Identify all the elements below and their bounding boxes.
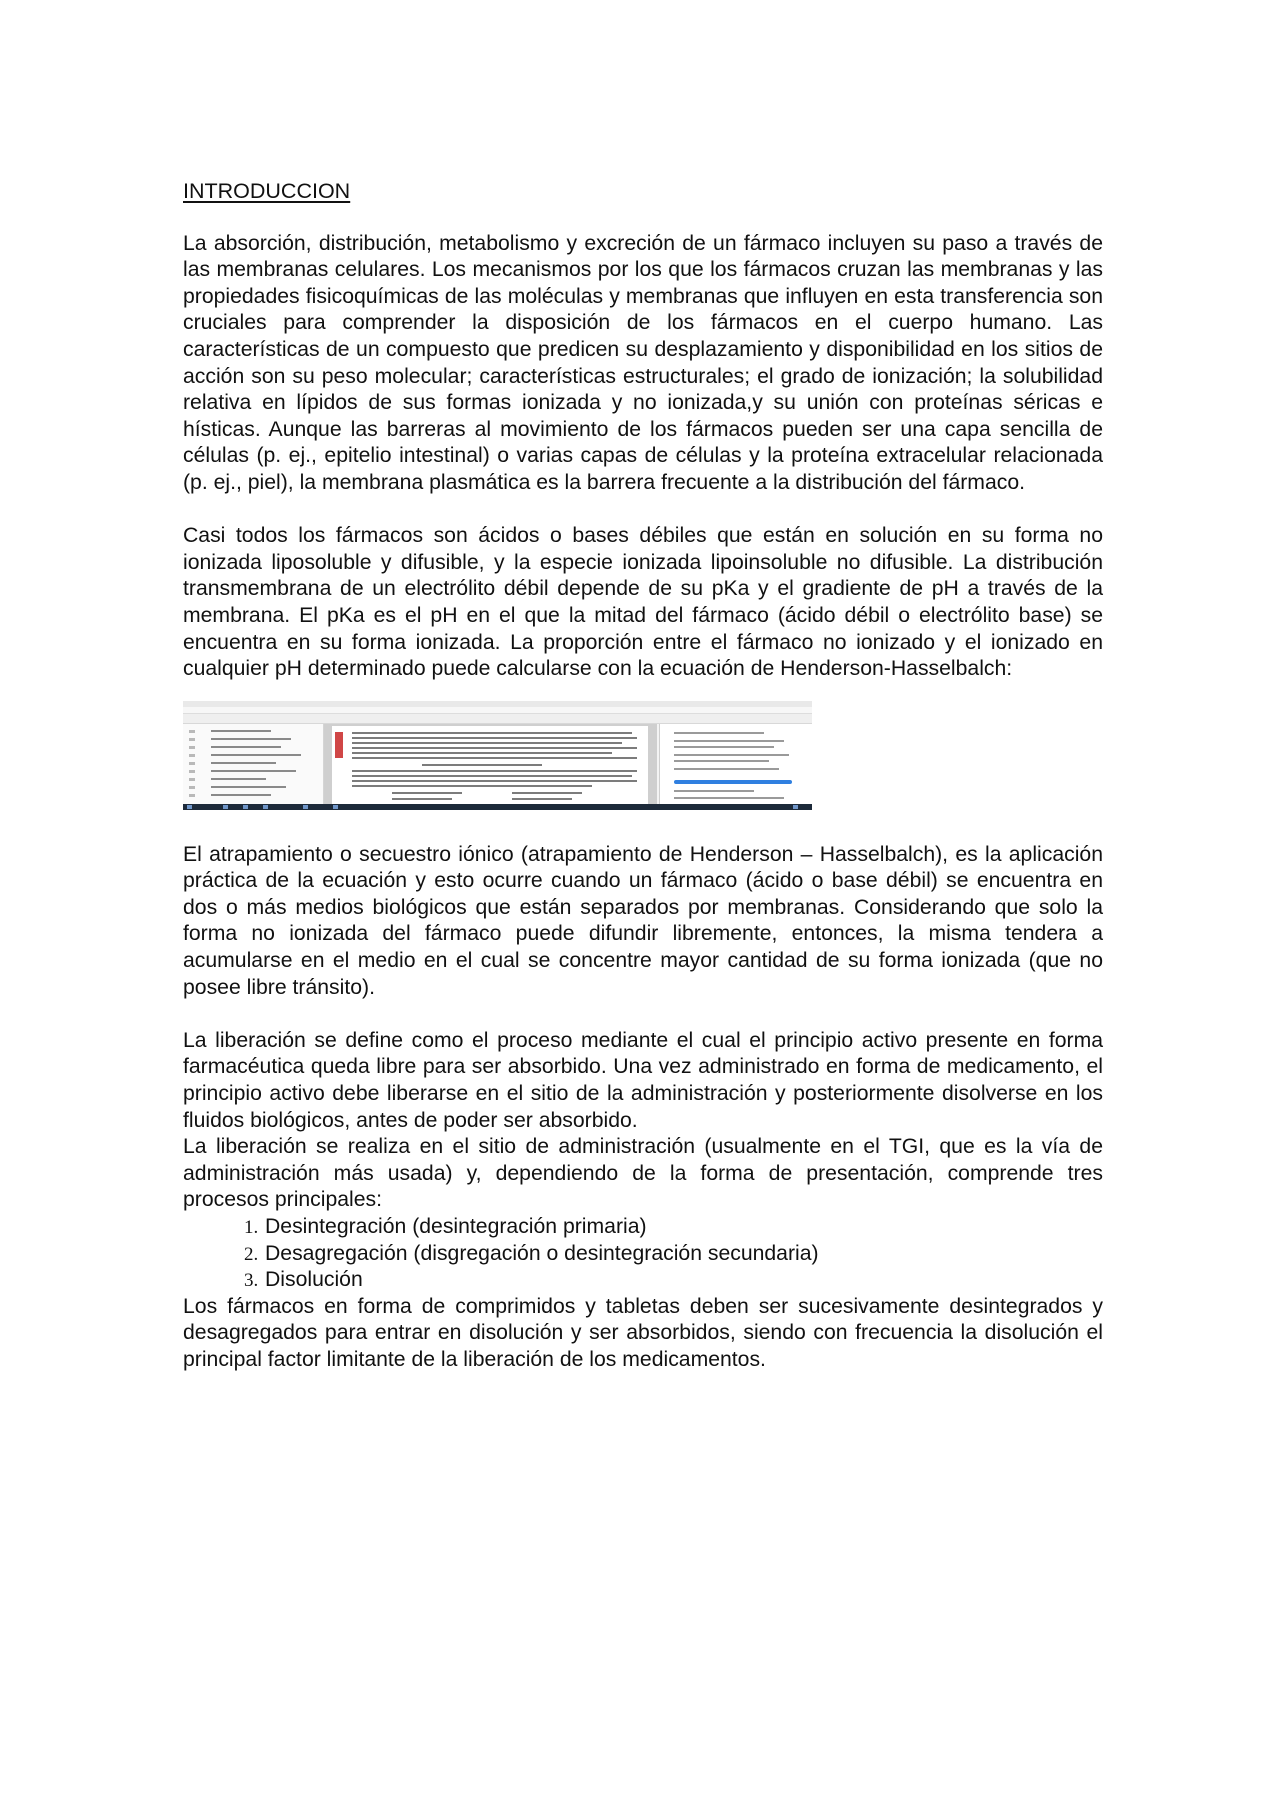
page-title: INTRODUCCION — [183, 179, 351, 203]
paragraph-acidos-bases: Casi todos los fármacos son ácidos o bases débiles que están en solución en su forma no ionizada liposoluble y difusible, y la especie ionizada lipoinsoluble no difusible. La distribución transmembrana de un electrólito débil depende de su pKa y el gradiente de pH a través de la membrana. El pKa es el pH en el que la mitad del fármaco (ácido débil o electrólito base) se encuentra en su forma ionizada. La proporción entre el fármaco no ionizado y el ionizado en cualquier pH determinado puede calcularse con la ecuación de Henderson-Hasselbalch: — [183, 524, 1103, 681]
screenshot-document-pane — [324, 724, 657, 804]
screenshot-toolbar — [183, 714, 812, 724]
paragraph-liberacion: La liberación se define como el proceso mediante el cual el principio activo presente en forma farmacéutica queda libre para ser absorbido. Una vez administrado en forma de medicamento, el principio activo debe liberarse en el sitio de la administración y posteriormente disolverse en los fluidos biológicos, antes de poder ser absorbido. — [183, 1028, 1103, 1132]
screenshot-pdf-page — [332, 726, 648, 804]
list-item: 2. Desagregación (disgregación o desintegración secundaria) — [263, 1241, 1103, 1268]
screenshot-taskbar — [183, 804, 812, 810]
paragraph-liberacion-sitio: La liberación se realiza en el sitio de administración (usualmente en el TGI, que es la vía de administración más usada) y, dependiendo de la forma de presentación, comprende tres procesos principales: — [183, 1135, 1103, 1212]
process-list — [183, 1214, 1103, 1294]
list-item: 3. Disolución — [263, 1267, 1103, 1294]
screenshot-menubar — [183, 707, 812, 714]
paragraph-absorcion: La absorción, distribución, metabolismo y excreción de un fármaco incluyen su paso a través de las membranas celulares. Los mecanismos por los que los fármacos cruzan las membranas y las propiedades fisicoquímicas de las moléculas y membranas que influyen en esta transferencia son cruciales para comprender la disposición de los fármacos en el cuerpo humano. Las características de un compuesto que predicen su desplazamiento y disponibilidad en los sitios de acción son su peso molecular; características estructurales; el grado de ionización; la solubilidad relativa en lípidos de sus formas ionizada y no ionizada,y su unión con proteínas séricas e hísticas. Aunque las barreras al movimiento de los fármacos pueden ser una capa sencilla de células (p. ej., epitelio intestinal) o varias capas de células y la proteína extracelular relacionada (p. ej., piel), la membrana plasmática es la barrera frecuente a la distribución del fármaco. — [183, 231, 1103, 494]
embedded-pdf-viewer-screenshot — [183, 701, 812, 810]
screenshot-bookmarks-sidebar — [183, 724, 324, 804]
screenshot-convert-button — [674, 780, 792, 784]
paragraph-comprimidos: Los fármacos en forma de comprimidos y tabletas deben ser sucesivamente desintegrados y desagregados para entrar en disolución y ser absorbidos, siendo con frecuencia la disolución el principal factor limitante de la liberación de los medicamentos. — [183, 1294, 1103, 1371]
document-body — [183, 178, 1103, 1374]
list-item: 1. Desintegración (desintegración primaria) — [263, 1214, 1103, 1241]
screenshot-tools-pane — [659, 724, 812, 804]
paragraph-atrapamiento: El atrapamiento o secuestro iónico (atrapamiento de Henderson – Hasselbalch), es la aplicación práctica de la ecuación y esto ocurre cuando un fármaco (ácido o base débil) se encuentra en dos o más medios biológicos que están separados por membranas. Considerando que solo la forma no ionizada del fármaco puede difundir libremente, entonces, la misma tendera a acumularse en el medio en el cual se concentre mayor cantidad de su forma ionizada (que no posee libre tránsito). — [183, 842, 1103, 999]
